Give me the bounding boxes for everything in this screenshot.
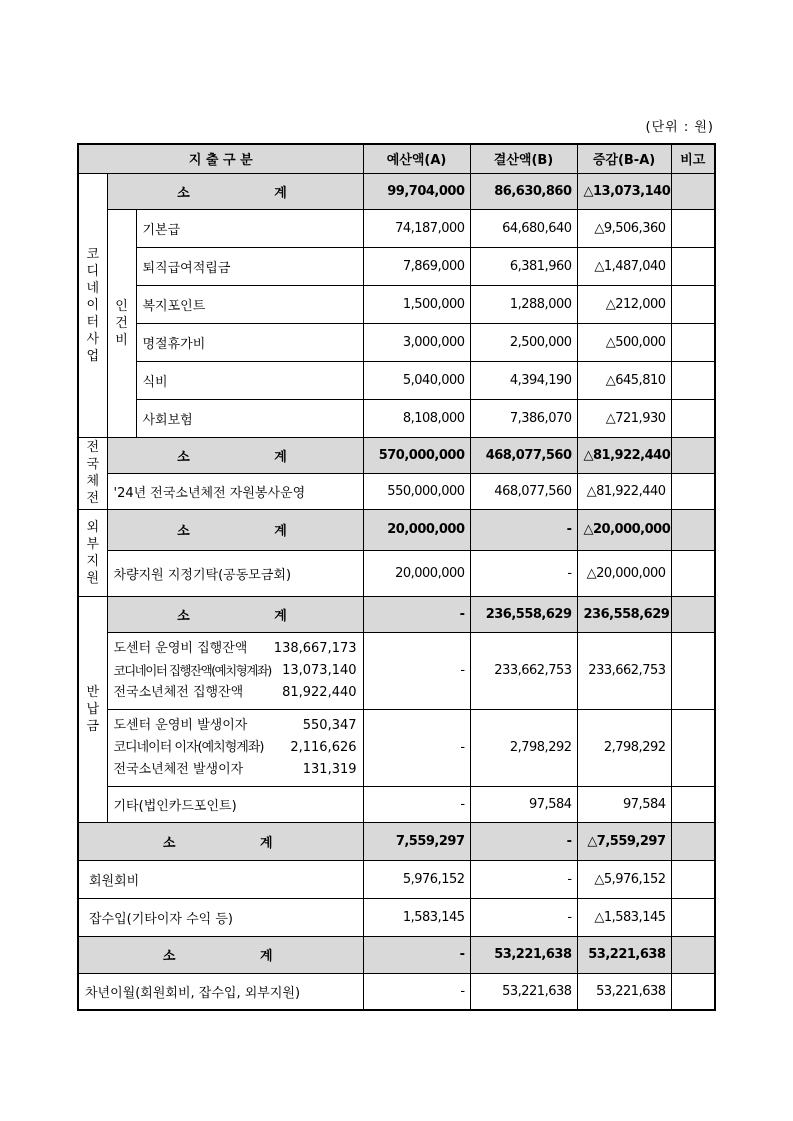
row-budget: 74,187,000	[363, 209, 470, 247]
row-budget: -	[363, 632, 470, 709]
row-diff: 53,221,638	[577, 973, 671, 1010]
row-diff: 97,584	[577, 786, 671, 822]
carry-subtotal-row	[78, 936, 715, 973]
national-subtotal-diff: △81,922,440	[577, 437, 671, 473]
row-actual: 97,584	[470, 786, 577, 822]
row-diff: △20,000,000	[577, 550, 671, 596]
coord-group-label: 코 디 네 이 터 사 업	[78, 173, 107, 437]
external-subtotal-budget: 20,000,000	[363, 509, 470, 550]
table-row	[78, 860, 715, 898]
row-budget: -	[363, 786, 470, 822]
refund-subtotal-note	[671, 596, 715, 632]
row-actual: 1,288,000	[470, 285, 577, 323]
carry-subtotal-diff: 53,221,638	[577, 936, 671, 973]
row-actual: 6,381,960	[470, 247, 577, 285]
breakdown-line: 전국소년체전 집행잔액 81,922,440	[113, 684, 357, 700]
row-actual: 233,662,753	[470, 632, 577, 709]
table-row	[78, 973, 715, 1010]
national-subtotal-actual: 468,077,560	[470, 437, 577, 473]
row-label: 차년이월(회원회비, 잡수입, 외부지원)	[78, 973, 363, 1010]
row-budget: 5,976,152	[363, 860, 470, 898]
misc-subtotal-note	[671, 822, 715, 860]
row-label: 잡수입(기타이자 수익 등)	[78, 898, 363, 936]
row-diff: △1,487,040	[577, 247, 671, 285]
table-header	[78, 144, 715, 173]
refund-subtotal-row	[78, 596, 715, 632]
row-actual: 2,500,000	[470, 323, 577, 361]
unit-note: (단위 : 원)	[645, 120, 714, 135]
table-row	[78, 323, 715, 361]
refund-subtotal-budget: -	[363, 596, 470, 632]
carry-subtotal-note	[671, 936, 715, 973]
row-note	[671, 860, 715, 898]
table-row	[78, 361, 715, 399]
row-diff: △5,976,152	[577, 860, 671, 898]
external-subtotal-actual: -	[470, 509, 577, 550]
misc-subtotal-budget: 7,559,297	[363, 822, 470, 860]
row-note	[671, 632, 715, 709]
row-actual: 64,680,640	[470, 209, 577, 247]
coord-subtotal-diff: △13,073,140	[577, 173, 671, 209]
row-budget: 20,000,000	[363, 550, 470, 596]
coord-subtotal-note	[671, 173, 715, 209]
row-label: '24년 전국소년체전 자원봉사운영	[107, 473, 363, 509]
national-group-label: 전 국 체 전	[78, 437, 107, 509]
row-budget: -	[363, 709, 470, 786]
interest-breakdown	[107, 709, 363, 786]
subtotal-label: 소 계	[107, 437, 363, 473]
header-budget: 예산액(A)	[363, 144, 470, 173]
row-note	[671, 709, 715, 786]
personnel-group-label: 인 건 비	[107, 209, 136, 437]
row-note	[671, 247, 715, 285]
row-budget: 5,040,000	[363, 361, 470, 399]
coord-subtotal-actual: 86,630,860	[470, 173, 577, 209]
breakdown-line: 도센터 운영비 발생이자 550,347	[113, 717, 357, 733]
row-label: 회원회비	[78, 860, 363, 898]
breakdown-line: 코디네이터 집행잔액(예치형계좌) 13,073,140	[113, 662, 357, 678]
table-row	[78, 247, 715, 285]
row-note	[671, 550, 715, 596]
row-budget: 1,500,000	[363, 285, 470, 323]
external-subtotal-row	[78, 509, 715, 550]
breakdown-line: 코디네이터 이자(예치형계좌) 2,116,626	[113, 739, 357, 755]
row-actual: 7,386,070	[470, 399, 577, 437]
row-budget: 550,000,000	[363, 473, 470, 509]
table-row	[78, 550, 715, 596]
table-row	[78, 898, 715, 936]
row-budget: 3,000,000	[363, 323, 470, 361]
table-row	[78, 473, 715, 509]
subtotal-label: 소 계	[78, 936, 363, 973]
table-row	[78, 209, 715, 247]
row-label: 명절휴가비	[136, 323, 363, 361]
row-label: 퇴직급여적립금	[136, 247, 363, 285]
misc-subtotal-row	[78, 822, 715, 860]
row-actual: -	[470, 860, 577, 898]
row-label: 기본급	[136, 209, 363, 247]
row-label: 사회보험	[136, 399, 363, 437]
row-note	[671, 786, 715, 822]
external-subtotal-diff: △20,000,000	[577, 509, 671, 550]
national-subtotal-budget: 570,000,000	[363, 437, 470, 473]
expense-table	[77, 143, 716, 1011]
row-label: 기타(법인카드포인트)	[107, 786, 363, 822]
header-note: 비고	[671, 144, 715, 173]
header-actual: 결산액(B)	[470, 144, 577, 173]
external-group-label: 외 부 지 원	[78, 509, 107, 596]
row-budget: -	[363, 973, 470, 1010]
carry-subtotal-budget: -	[363, 936, 470, 973]
header-diff: 증감(B-A)	[577, 144, 671, 173]
row-actual: 2,798,292	[470, 709, 577, 786]
row-note	[671, 898, 715, 936]
table-row	[78, 285, 715, 323]
row-budget: 7,869,000	[363, 247, 470, 285]
refund-group-label: 반 납 금	[78, 596, 107, 822]
row-note	[671, 973, 715, 1010]
subtotal-label: 소 계	[107, 596, 363, 632]
row-actual: 53,221,638	[470, 973, 577, 1010]
subtotal-label: 소 계	[107, 173, 363, 209]
breakdown-line: 도센터 운영비 집행잔액 138,667,173	[113, 640, 357, 656]
subtotal-label: 소 계	[78, 822, 363, 860]
row-diff: △721,930	[577, 399, 671, 437]
row-diff: 233,662,753	[577, 632, 671, 709]
coord-subtotal-budget: 99,704,000	[363, 173, 470, 209]
row-diff: △645,810	[577, 361, 671, 399]
misc-subtotal-diff: △7,559,297	[577, 822, 671, 860]
table-row	[78, 399, 715, 437]
row-actual: 468,077,560	[470, 473, 577, 509]
row-diff: △81,922,440	[577, 473, 671, 509]
coord-subtotal-row	[78, 173, 715, 209]
refund-subtotal-actual: 236,558,629	[470, 596, 577, 632]
carry-subtotal-actual: 53,221,638	[470, 936, 577, 973]
row-budget: 8,108,000	[363, 399, 470, 437]
table-row	[78, 709, 715, 786]
balance-breakdown	[107, 632, 363, 709]
row-note	[671, 209, 715, 247]
row-budget: 1,583,145	[363, 898, 470, 936]
row-note	[671, 473, 715, 509]
table-row	[78, 786, 715, 822]
row-note	[671, 323, 715, 361]
row-label: 차량지원 지정기탁(공동모금회)	[107, 550, 363, 596]
row-note	[671, 361, 715, 399]
row-note	[671, 285, 715, 323]
row-actual: -	[470, 898, 577, 936]
row-label: 복지포인트	[136, 285, 363, 323]
table-row	[78, 632, 715, 709]
row-label: 식비	[136, 361, 363, 399]
refund-subtotal-diff: 236,558,629	[577, 596, 671, 632]
row-actual: 4,394,190	[470, 361, 577, 399]
row-note	[671, 399, 715, 437]
header-category: 지 출 구 분	[78, 144, 363, 173]
row-diff: △1,583,145	[577, 898, 671, 936]
external-subtotal-note	[671, 509, 715, 550]
row-diff: 2,798,292	[577, 709, 671, 786]
misc-subtotal-actual: -	[470, 822, 577, 860]
national-subtotal-note	[671, 437, 715, 473]
row-diff: △9,506,360	[577, 209, 671, 247]
subtotal-label: 소 계	[107, 509, 363, 550]
breakdown-line: 전국소년체전 발생이자 131,319	[113, 761, 357, 777]
row-diff: △500,000	[577, 323, 671, 361]
row-actual: -	[470, 550, 577, 596]
national-subtotal-row	[78, 437, 715, 473]
row-diff: △212,000	[577, 285, 671, 323]
